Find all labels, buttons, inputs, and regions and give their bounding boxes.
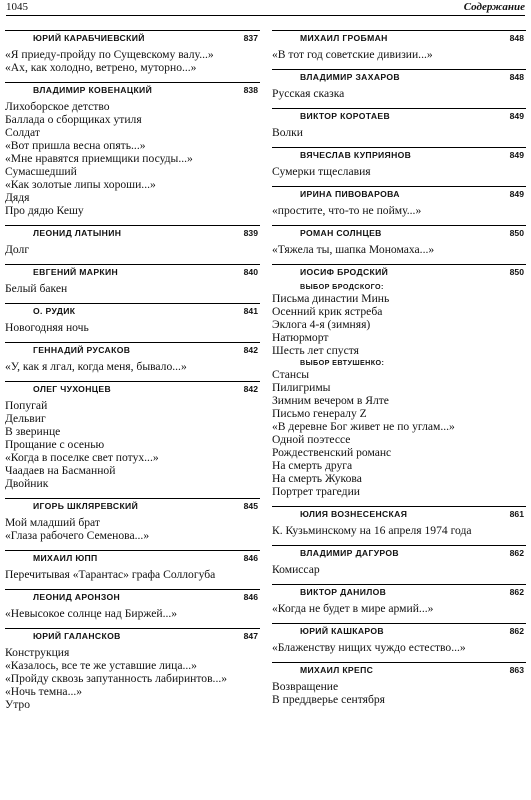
author-heading xyxy=(5,498,260,513)
poem-title: Перечитывая «Тарантас» графа Соллогуба xyxy=(5,568,216,581)
author-page-number: 849 xyxy=(509,189,524,199)
poem-title: «Невысокое солнце над Биржей...» xyxy=(5,607,178,620)
author-page-number: 862 xyxy=(509,626,524,636)
poem-title: Лихоборское детство xyxy=(5,100,110,113)
toc-entry xyxy=(272,147,526,178)
poem-title: «Вот пришла весна опять...» xyxy=(5,139,146,152)
poem-title: Конструкция xyxy=(5,646,70,659)
author-page-number: 847 xyxy=(243,631,258,641)
poem-title: Новогодняя ночь xyxy=(5,321,89,334)
author-name: ЮРИЙ КАРАБЧИЕВСКИЙ xyxy=(33,33,145,43)
poem-title: Комиссар xyxy=(272,563,320,576)
author-name: МИХАИЛ ГРОБМАН xyxy=(300,33,388,43)
poem-title: Волки xyxy=(272,126,303,139)
author-page-number: 862 xyxy=(509,587,524,597)
page-number: 1045 xyxy=(6,1,28,13)
selection-label: ВЫБОР ЕВТУШЕНКО: xyxy=(300,358,385,367)
author-page-number: 840 xyxy=(243,267,258,277)
toc-entry xyxy=(5,342,260,373)
poem-title: Про дядю Кешу xyxy=(5,204,84,217)
author-heading xyxy=(272,225,526,240)
toc-entry xyxy=(5,550,260,581)
author-name: ВЯЧЕСЛАВ КУПРИЯНОВ xyxy=(300,150,412,160)
poem-title: Одной поэтессе xyxy=(272,433,351,446)
poem-title: «Пройду сквозь запутанность лабиринтов...» xyxy=(5,672,228,685)
poem-title: Возвращение xyxy=(272,680,339,693)
author-page-number: 845 xyxy=(243,501,258,511)
poem-title: Эклога 4-я (зимняя) xyxy=(272,318,371,331)
author-name: ЕВГЕНИЙ МАРКИН xyxy=(33,267,119,277)
poem-title: «Ах, как холодно, ветрено, муторно...» xyxy=(5,61,197,74)
author-heading xyxy=(272,69,526,84)
poem-title: «Когда в поселке свет потух...» xyxy=(5,451,159,464)
author-heading xyxy=(272,545,526,560)
poem-title: «простите, что-то не пойму...» xyxy=(272,204,422,217)
author-heading xyxy=(5,381,260,396)
toc-left-column xyxy=(5,30,260,719)
poem-title: «Блаженству нищих чуждо естество...» xyxy=(272,641,466,654)
toc-entry xyxy=(5,498,260,542)
poem-title: На смерть Жукова xyxy=(272,472,362,485)
author-page-number: 842 xyxy=(243,384,258,394)
poem-title: «Глаза рабочего Семенова...» xyxy=(5,529,150,542)
author-heading xyxy=(272,662,526,677)
author-page-number: 848 xyxy=(509,72,524,82)
poem-title: Сумасшедший xyxy=(5,165,77,178)
toc-entry xyxy=(272,545,526,576)
author-heading xyxy=(272,506,526,521)
author-heading xyxy=(5,82,260,97)
author-heading xyxy=(5,225,260,240)
author-heading xyxy=(5,628,260,643)
running-title: Содержание xyxy=(463,1,525,13)
author-name: ОЛЕГ ЧУХОНЦЕВ xyxy=(33,384,112,394)
toc-entry xyxy=(5,303,260,334)
toc-entry xyxy=(272,186,526,217)
author-heading xyxy=(272,264,526,279)
author-name: ЛЕОНИД АРОНЗОН xyxy=(33,592,121,602)
author-page-number: 837 xyxy=(243,33,258,43)
author-page-number: 849 xyxy=(509,111,524,121)
author-name: ИОСИФ БРОДСКИЙ xyxy=(300,267,389,277)
author-page-number: 849 xyxy=(509,150,524,160)
toc-entry xyxy=(272,225,526,256)
author-page-number: 848 xyxy=(509,33,524,43)
poem-title: Двойник xyxy=(5,477,49,490)
toc-entry xyxy=(272,264,526,498)
toc-entry xyxy=(272,30,526,61)
author-heading xyxy=(272,584,526,599)
author-page-number: 850 xyxy=(509,228,524,238)
toc-entry xyxy=(272,623,526,654)
toc-entry xyxy=(272,108,526,139)
poem-title: Мой младший брат xyxy=(5,516,100,529)
author-heading xyxy=(272,147,526,162)
author-name: МИХАИЛ КРЕПС xyxy=(300,665,374,675)
poem-title: Зимним вечером в Ялте xyxy=(272,394,389,407)
poem-title: Солдат xyxy=(5,126,40,139)
poem-title: Портрет трагедии xyxy=(272,485,360,498)
toc-entry xyxy=(5,264,260,295)
poem-title: Шесть лет спустя xyxy=(272,344,359,357)
toc-entry xyxy=(272,584,526,615)
author-page-number: 861 xyxy=(509,509,524,519)
toc-entry xyxy=(5,30,260,74)
poem-title: «Казалось, все те же уставшие лица...» xyxy=(5,659,197,672)
author-page-number: 838 xyxy=(243,85,258,95)
author-name: ИРИНА ПИВОВАРОВА xyxy=(300,189,400,199)
author-page-number: 850 xyxy=(509,267,524,277)
page-header xyxy=(6,1,525,16)
author-heading xyxy=(5,550,260,565)
author-name: ЛЕОНИД ЛАТЫНИН xyxy=(33,228,122,238)
selection-label: ВЫБОР БРОДСКОГО: xyxy=(300,282,384,291)
poem-title: Прощание с осенью xyxy=(5,438,105,451)
author-heading xyxy=(5,342,260,357)
poem-title: «Я приеду-пройду по Сущевскому валу...» xyxy=(5,48,214,61)
author-name: ИГОРЬ ШКЛЯРЕВСКИЙ xyxy=(33,501,139,511)
poem-title: «Ночь темна...» xyxy=(5,685,83,698)
poem-title: «В тот год советские дивизии...» xyxy=(272,48,433,61)
author-heading xyxy=(272,186,526,201)
poem-title: Пилигримы xyxy=(272,381,331,394)
poem-title: Дельвиг xyxy=(5,412,46,425)
poem-title: Сумерки тщеславия xyxy=(272,165,371,178)
author-name: ГЕННАДИЙ РУСАКОВ xyxy=(33,345,131,355)
author-name: ВИКТОР ДАНИЛОВ xyxy=(300,587,387,597)
author-page-number: 862 xyxy=(509,548,524,558)
toc-entry xyxy=(272,506,526,537)
author-name: ВЛАДИМИР ЗАХАРОВ xyxy=(300,72,400,82)
poem-title: Осенний крик ястреба xyxy=(272,305,383,318)
author-name: РОМАН СОЛНЦЕВ xyxy=(300,228,382,238)
poem-title: Чаадаев на Басманной xyxy=(5,464,116,477)
toc-entry xyxy=(272,69,526,100)
poem-title: «В деревне Бог живет не по углам...» xyxy=(272,420,455,433)
poem-title: Долг xyxy=(5,243,30,256)
toc-entry xyxy=(272,662,526,706)
poem-title: Дядя xyxy=(5,191,30,204)
author-page-number: 841 xyxy=(243,306,258,316)
author-heading xyxy=(5,589,260,604)
poem-title: Баллада о сборщиках утиля xyxy=(5,113,142,126)
poem-title: Письма династии Минь xyxy=(272,292,390,305)
poem-title: В зверинце xyxy=(5,425,61,438)
author-page-number: 863 xyxy=(509,665,524,675)
author-name: ЮРИЙ КАШКАРОВ xyxy=(300,626,384,636)
poem-title: Белый бакен xyxy=(5,282,68,295)
poem-title: Стансы xyxy=(272,368,310,381)
author-heading xyxy=(5,264,260,279)
poem-title: В преддверье сентября xyxy=(272,693,386,706)
author-heading xyxy=(272,623,526,638)
author-name: ВИКТОР КОРОТАЕВ xyxy=(300,111,391,121)
poem-title: «У, как я лгал, когда меня, бывало...» xyxy=(5,360,187,373)
poem-title: «Как золотые липы хороши...» xyxy=(5,178,156,191)
author-page-number: 839 xyxy=(243,228,258,238)
author-heading xyxy=(272,108,526,123)
poem-title: Натюрморт xyxy=(272,331,329,344)
poem-title: Попугай xyxy=(5,399,48,412)
poem-title: «Мне нравятся приемщики посуды...» xyxy=(5,152,193,165)
toc-entry xyxy=(5,628,260,711)
toc-entry xyxy=(5,225,260,256)
poem-title: «Тяжела ты, шапка Мономаха...» xyxy=(272,243,435,256)
poem-title: Письмо генералу Z xyxy=(272,407,367,420)
author-page-number: 842 xyxy=(243,345,258,355)
author-name: ВЛАДИМИР ДАГУРОВ xyxy=(300,548,399,558)
author-page-number: 846 xyxy=(243,592,258,602)
author-heading xyxy=(5,303,260,318)
poem-title: Утро xyxy=(5,698,31,711)
author-name: ЮРИЙ ГАЛАНСКОВ xyxy=(33,631,121,641)
poem-title: Рождественский романс xyxy=(272,446,392,459)
toc-right-column xyxy=(272,30,526,714)
poem-title: К. Кузьминскому на 16 апреля 1974 года xyxy=(272,524,472,537)
poem-title: «Когда не будет в мире армий...» xyxy=(272,602,434,615)
author-heading xyxy=(272,30,526,45)
author-name: МИХАИЛ ЮПП xyxy=(33,553,98,563)
author-name: О. РУДИК xyxy=(33,306,76,316)
author-name: ЮЛИЯ ВОЗНЕСЕНСКАЯ xyxy=(300,509,408,519)
author-heading xyxy=(5,30,260,45)
toc-entry xyxy=(5,381,260,490)
author-name: ВЛАДИМИР КОВЕНАЦКИЙ xyxy=(33,85,153,95)
toc-entry xyxy=(5,589,260,620)
author-page-number: 846 xyxy=(243,553,258,563)
poem-title: На смерть друга xyxy=(272,459,353,472)
poem-title: Русская сказка xyxy=(272,87,345,100)
toc-entry xyxy=(5,82,260,217)
